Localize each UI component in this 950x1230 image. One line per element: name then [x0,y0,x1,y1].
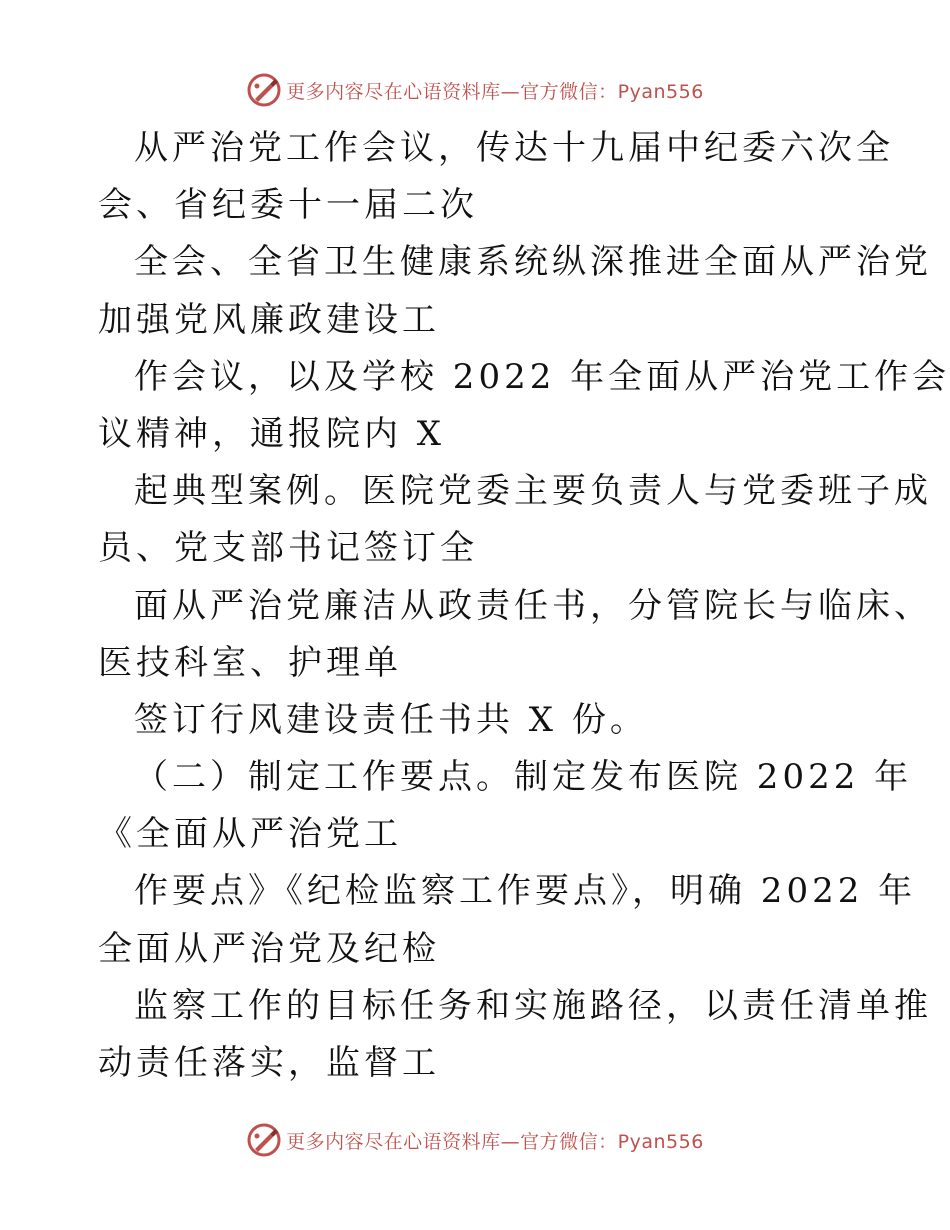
text-line: 动责任落实，监督工 [98,1043,440,1083]
watermark-text [286,1127,704,1154]
document-body [98,120,950,1092]
watermark-main: 更多内容尽在心语资料库 [286,80,501,103]
text-line: 监察工作的目标任务和实施路径，以责任清单推 [134,985,932,1026]
text-line: 作会议，以及学校 2022 年全面从严治党工作会 [134,356,950,397]
text-line: 签订行风建设责任书共 X 份。 [134,699,648,740]
text-line: 全会、全省卫生健康系统纵深推进全面从严治党 [134,242,932,283]
footer-watermark [0,1120,950,1160]
text-line: 医技科室、护理单 [98,642,402,683]
watermark-contact: 官方微信：Pyan556 [520,1130,704,1153]
text-line: 会、省纪委十一届二次 [98,185,478,226]
watermark-dash: — [500,1130,521,1153]
text-line: 作要点》《纪检监察工作要点》，明确 2022 年 [134,871,917,912]
watermark-main: 更多内容尽在心语资料库 [286,1130,501,1153]
watermark-text [286,77,704,104]
watermark-contact: 官方微信：Pyan556 [520,80,704,103]
text-line: （二）制定工作要点。制定发布医院 2022 年 [134,757,913,798]
text-line: 《全面从严治党工 [98,814,402,855]
text-line: 起典型案例。医院党委主要负责人与党委班子成 [134,471,932,512]
text-line: 面从严治党廉洁从政责任书，分管院长与临床、 [134,585,932,626]
header-watermark [0,70,950,110]
watermark-dash: — [500,80,521,103]
text-line: 议精神，通报院内 X [98,413,446,454]
text-line: 全面从严治党及纪检 [98,928,440,969]
pen-logo-icon [246,1122,282,1158]
pen-logo-icon [246,72,282,108]
text-line: 从严治党工作会议，传达十九届中纪委六次全 [134,128,894,168]
text-line: 员、党支部书记签订全 [98,528,478,569]
text-line: 加强党风廉政建设工 [98,299,440,340]
